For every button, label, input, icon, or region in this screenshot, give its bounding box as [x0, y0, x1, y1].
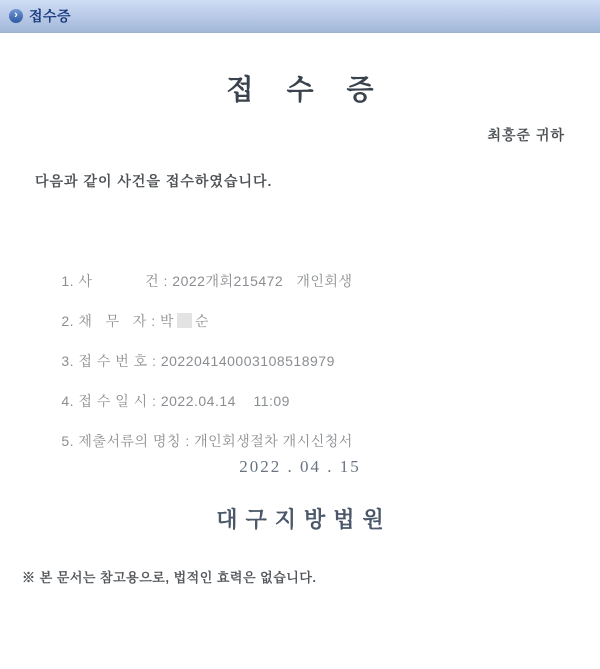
chevron-right-circle-icon: ›	[9, 9, 23, 23]
intro-text: 다음과 같이 사건을 접수하였습니다.	[35, 173, 273, 189]
debtor-name-suffix: 순	[195, 313, 210, 329]
recipient-name: 최홍준 귀하	[487, 127, 565, 143]
section-header-bar	[0, 0, 600, 33]
section-title: 접수증	[29, 8, 72, 24]
receipt-datetime-text: 4. 접 수 일 시 : 2022.04.14 11:09	[61, 393, 290, 409]
debtor-label: 2. 채 무 자 : 박	[61, 313, 175, 329]
court-name: 대구지방법원	[216, 507, 392, 532]
disclaimer-note: ※ 본 문서는 참고용으로, 법적인 효력은 없습니다.	[22, 570, 317, 585]
case-number-text: 1. 사 건 : 2022개회215472 개인회생	[61, 273, 353, 289]
receipt-title: 접 수 증	[226, 75, 387, 106]
redacted-name-box	[177, 313, 192, 328]
case-number-line	[35, 221, 565, 289]
submitted-document-text: 5. 제출서류의 명칭 : 개인회생절차 개시신청서	[61, 433, 353, 449]
issue-date: 2022 . 04 . 15	[239, 457, 361, 476]
receipt-number-text: 3. 접 수 번 호 : 202204140003108518979	[61, 353, 335, 369]
case-detail-list	[35, 221, 565, 449]
receipt-document	[0, 68, 600, 586]
